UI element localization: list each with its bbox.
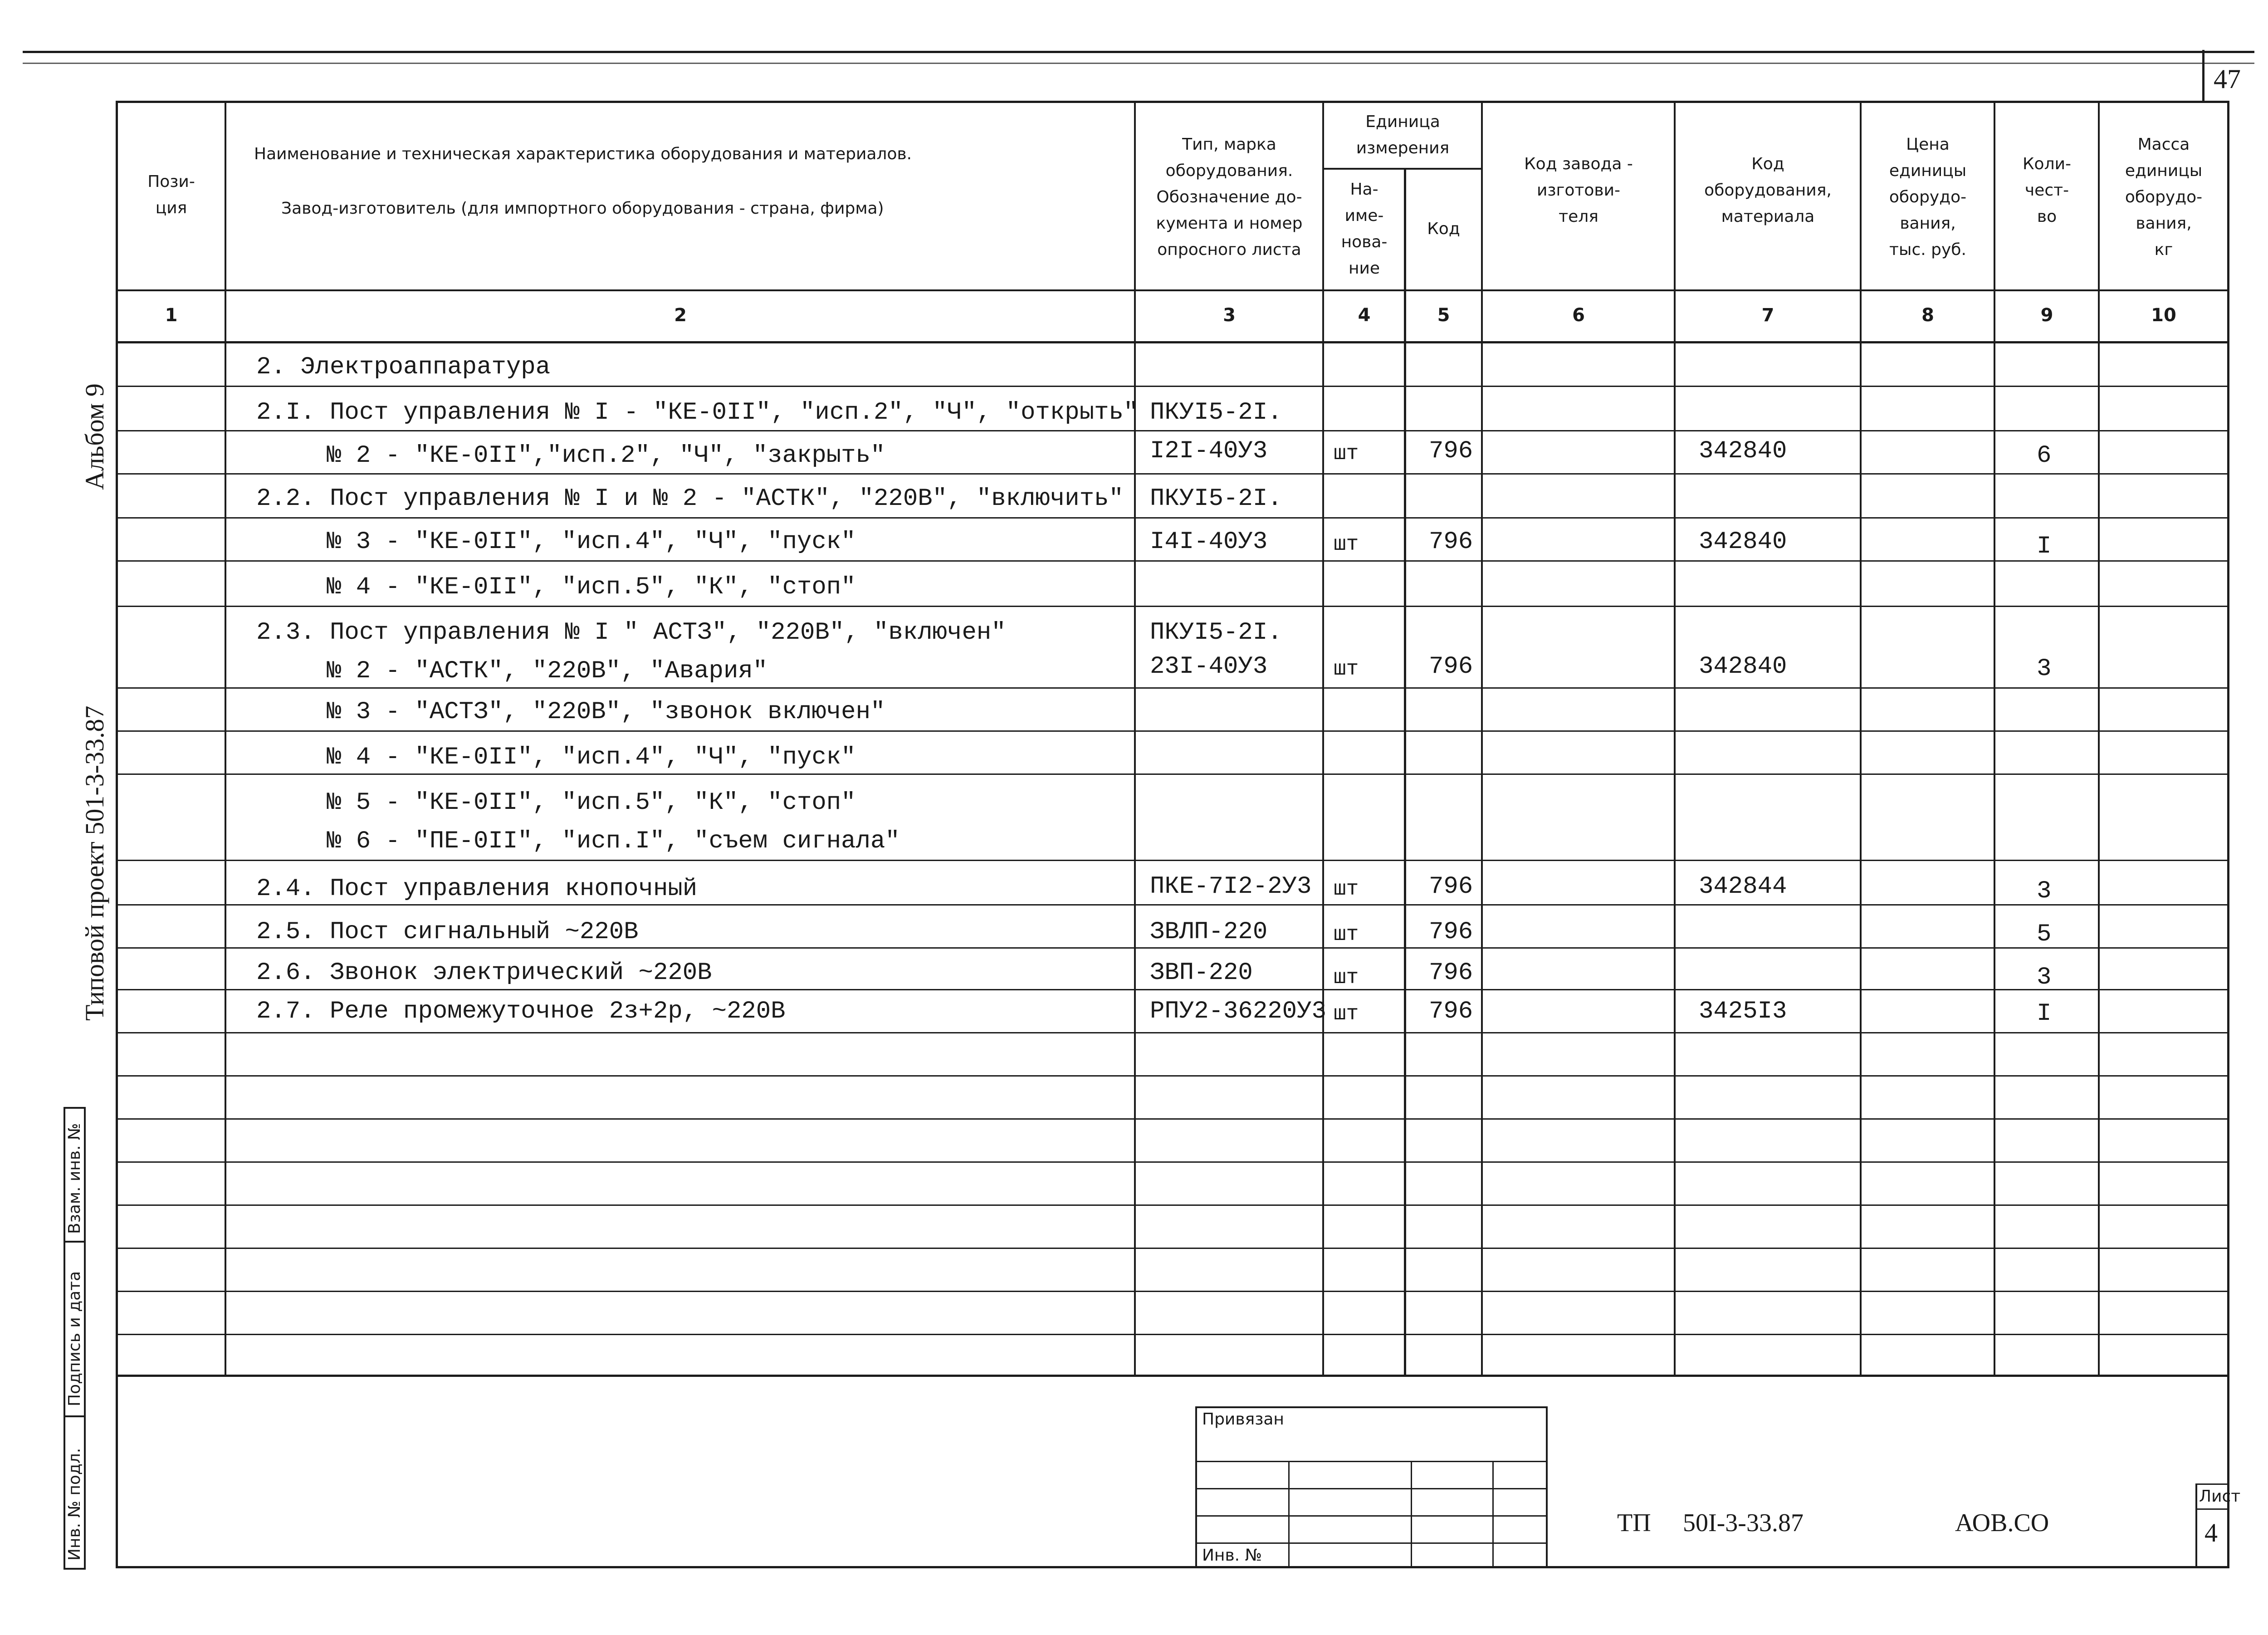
unit-split bbox=[1322, 168, 1482, 170]
row-line bbox=[116, 430, 2229, 431]
stamp-strip-div1 bbox=[64, 1241, 85, 1243]
row-unit: шт bbox=[1334, 966, 1359, 989]
colnum-3: 3 bbox=[1223, 305, 1236, 326]
row-type: ПКУI5-2I. bbox=[1150, 485, 1282, 513]
header-quantity: Коли- чест- во bbox=[2023, 155, 2071, 226]
stamp-strip-div2 bbox=[64, 1415, 85, 1417]
row-unit-code: 796 bbox=[1429, 528, 1473, 556]
row-name: № 3 - "АСТЗ", "220В", "звонок включен" bbox=[327, 698, 885, 726]
header-factory-code: Код завода - изготови- теля bbox=[1524, 155, 1633, 226]
vline-2 bbox=[1134, 101, 1136, 1376]
row-type: ПКЕ-7I2-2У3 bbox=[1150, 873, 1312, 901]
row-unit: шт bbox=[1334, 923, 1359, 946]
row-equipment-code: 342840 bbox=[1699, 528, 1787, 556]
row-unit-code: 796 bbox=[1429, 437, 1473, 465]
colnum-7: 7 bbox=[1761, 305, 1774, 326]
row-type: ПКУI5-2I. bbox=[1150, 399, 1282, 426]
colnum-4: 4 bbox=[1358, 305, 1371, 326]
vline-5 bbox=[1481, 101, 1483, 1376]
header-unit-group: Единица измерения bbox=[1356, 113, 1450, 157]
tb-doc-prefix: ТП bbox=[1617, 1509, 1651, 1537]
row-line bbox=[116, 1032, 2229, 1033]
colnum-6: 6 bbox=[1572, 305, 1585, 326]
row-type: ЗВП-220 bbox=[1150, 959, 1253, 987]
row-equipment-code: 342840 bbox=[1699, 437, 1787, 465]
row-equipment-code: 3425I3 bbox=[1699, 998, 1787, 1025]
colnum-5: 5 bbox=[1437, 305, 1450, 326]
row-line bbox=[116, 773, 2229, 775]
row-line bbox=[116, 560, 2229, 562]
row-unit: шт bbox=[1334, 533, 1359, 556]
row-line bbox=[116, 473, 2229, 475]
tb-box-top bbox=[1195, 1406, 1547, 1408]
vline-4 bbox=[1404, 168, 1406, 1376]
row-quantity: I bbox=[2037, 1000, 2052, 1028]
row-unit: шт bbox=[1334, 657, 1359, 681]
tb-doc-code: 50I-3-33.87 bbox=[1683, 1509, 1804, 1537]
tb-doc-mark: АОВ.СО bbox=[1955, 1509, 2049, 1537]
row-line bbox=[116, 1291, 2229, 1292]
page-number: 47 bbox=[2214, 64, 2241, 94]
vline-1 bbox=[225, 101, 226, 1376]
page-number-box-left bbox=[2202, 50, 2204, 102]
header-unit-name: На- име- нова- ние bbox=[1341, 180, 1388, 278]
row-name: № 4 - "КЕ-0II", "исп.4", "Ч", "пуск" bbox=[327, 744, 856, 771]
vline-9 bbox=[2098, 101, 2100, 1376]
vline-8 bbox=[1994, 101, 1995, 1376]
vline-3 bbox=[1322, 101, 1324, 1376]
row-quantity: 3 bbox=[2037, 964, 2052, 991]
header-position: Пози- ция bbox=[147, 172, 195, 217]
row-name: 2. Электроаппаратура bbox=[256, 353, 551, 381]
row-unit: шт bbox=[1334, 877, 1359, 901]
row-unit: шт bbox=[1334, 442, 1359, 465]
tb-sheet-label: Лист bbox=[2199, 1487, 2241, 1506]
row-type: 23I-40У3 bbox=[1150, 653, 1268, 680]
row-line bbox=[116, 1334, 2229, 1335]
frame-top bbox=[116, 101, 2229, 103]
tb-box-row4 bbox=[1195, 1542, 1547, 1544]
tb-box-vl3 bbox=[1492, 1461, 1494, 1567]
row-quantity: 3 bbox=[2037, 655, 2052, 683]
row-unit: шт bbox=[1334, 1002, 1359, 1026]
stamp-sign-date: Подпись и дата bbox=[65, 1271, 84, 1406]
row-name: № 5 - "КЕ-0II", "исп.5", "К", "стоп" bbox=[327, 789, 856, 817]
top-border bbox=[23, 51, 2254, 53]
stamp-strip-bottom bbox=[64, 1568, 85, 1570]
colnum-1: 1 bbox=[165, 305, 178, 326]
row-name: № 4 - "КЕ-0II", "исп.5", "К", "стоп" bbox=[327, 573, 856, 601]
row-line bbox=[116, 1161, 2229, 1163]
stamp-inv-vzam: Взам. инв. № bbox=[65, 1123, 84, 1234]
tb-box-row2 bbox=[1195, 1488, 1547, 1489]
row-line bbox=[116, 947, 2229, 949]
header-type: Тип, марка оборудования. Обозначение до- кумента и номер опросного листа bbox=[1156, 135, 1303, 259]
row-name: 2.2. Пост управления № I и № 2 - "АСТК", "220В", "включить" bbox=[256, 485, 1124, 513]
row-quantity: 6 bbox=[2037, 442, 2052, 470]
vline-6 bbox=[1674, 101, 1676, 1376]
colnum-bottom bbox=[116, 341, 2229, 343]
project-label: Типовой проект 501-3-33.87 bbox=[80, 705, 109, 1021]
row-unit-code: 796 bbox=[1429, 873, 1473, 901]
row-line bbox=[116, 989, 2229, 990]
row-type: I4I-40У3 bbox=[1150, 528, 1268, 556]
frame-bottom bbox=[116, 1566, 2229, 1568]
row-name: 2.I. Пост управления № I - "КЕ-0II", "исп.2", "Ч", "открыть" bbox=[256, 399, 1139, 426]
row-type: ПКУI5-2I. bbox=[1150, 619, 1282, 646]
colnum-10: 10 bbox=[2151, 305, 2176, 326]
row-line bbox=[116, 517, 2229, 519]
row-name: № 6 - "ПЕ-0II", "исп.I", "съем сигнала" bbox=[327, 827, 900, 855]
row-name: 2.4. Пост управления кнопочный bbox=[256, 875, 698, 903]
tb-sheet-number: 4 bbox=[2204, 1518, 2218, 1547]
stamp-strip-top bbox=[64, 1107, 85, 1109]
tb-sheet-left bbox=[2195, 1483, 2197, 1567]
row-line bbox=[116, 1118, 2229, 1120]
row-line bbox=[116, 386, 2229, 387]
header-name-line2: Завод-изготовитель (для импортного оборудования - страна, фирма) bbox=[281, 199, 884, 218]
header-name-line1: Наименование и техническая характеристика оборудования и материалов. bbox=[254, 145, 912, 163]
header-equipment-code: Код оборудования, материала bbox=[1704, 155, 1832, 226]
colnum-9: 9 bbox=[2040, 305, 2053, 326]
frame-right bbox=[2227, 101, 2229, 1568]
colnum-2: 2 bbox=[674, 305, 687, 326]
tb-inv-label: Инв. № bbox=[1202, 1546, 1262, 1565]
row-equipment-code: 342844 bbox=[1699, 873, 1787, 901]
row-line bbox=[116, 904, 2229, 906]
row-name: № 2 - "КЕ-0II","исп.2", "Ч", "закрыть" bbox=[327, 442, 885, 470]
album-label: Альбом 9 bbox=[80, 383, 109, 490]
row-line bbox=[116, 606, 2229, 607]
row-name: 2.5. Пост сигнальный ~220В bbox=[256, 918, 639, 946]
row-equipment-code: 342840 bbox=[1699, 653, 1787, 680]
row-name: 2.7. Реле промежуточное 2з+2р, ~220В bbox=[256, 998, 786, 1025]
colnum-8: 8 bbox=[1921, 305, 1934, 326]
row-quantity: 3 bbox=[2037, 877, 2052, 905]
row-line bbox=[116, 687, 2229, 689]
header-price: Цена единицы оборудо- вания, тыс. руб. bbox=[1889, 135, 1967, 259]
row-unit-code: 796 bbox=[1429, 959, 1473, 987]
row-unit-code: 796 bbox=[1429, 918, 1473, 946]
row-quantity: I bbox=[2037, 533, 2052, 560]
tb-sheet-mid bbox=[2195, 1508, 2229, 1510]
tb-box-row3 bbox=[1195, 1515, 1547, 1517]
tb-box-row1 bbox=[1195, 1461, 1547, 1462]
row-line bbox=[116, 1204, 2229, 1206]
row-line bbox=[116, 860, 2229, 861]
row-type: РПУ2-36220У3 bbox=[1150, 998, 1326, 1025]
header-unit-code: Код bbox=[1427, 220, 1460, 238]
row-name: 2.6. Звонок электрический ~220В bbox=[256, 959, 712, 987]
row-unit-code: 796 bbox=[1429, 653, 1473, 680]
row-name: № 2 - "АСТК", "220В", "Авария" bbox=[327, 657, 768, 685]
row-line bbox=[116, 1075, 2229, 1077]
body-bottom bbox=[116, 1375, 2229, 1377]
tb-privyazan-label: Привязан bbox=[1202, 1410, 1284, 1429]
vline-7 bbox=[1860, 101, 1862, 1376]
row-quantity: 5 bbox=[2037, 920, 2052, 948]
top-border-2 bbox=[23, 63, 2254, 64]
row-name: 2.3. Пост управления № I " АСТЗ", "220В", "включен" bbox=[256, 619, 1006, 646]
header-mass: Масса единицы оборудо- вания, кг bbox=[2125, 135, 2203, 259]
row-line bbox=[116, 730, 2229, 732]
stamp-strip-right bbox=[84, 1107, 86, 1570]
tb-box-vl1 bbox=[1288, 1461, 1290, 1567]
tb-box-vl2 bbox=[1411, 1461, 1412, 1567]
tb-sheet-top bbox=[2195, 1483, 2229, 1485]
row-line bbox=[116, 1248, 2229, 1249]
row-type: ЗВЛП-220 bbox=[1150, 918, 1268, 946]
row-type: I2I-40У3 bbox=[1150, 437, 1268, 465]
row-unit-code: 796 bbox=[1429, 998, 1473, 1025]
row-name: № 3 - "КЕ-0II", "исп.4", "Ч", "пуск" bbox=[327, 528, 856, 556]
stamp-inv-podl: Инв. № подл. bbox=[65, 1448, 84, 1561]
